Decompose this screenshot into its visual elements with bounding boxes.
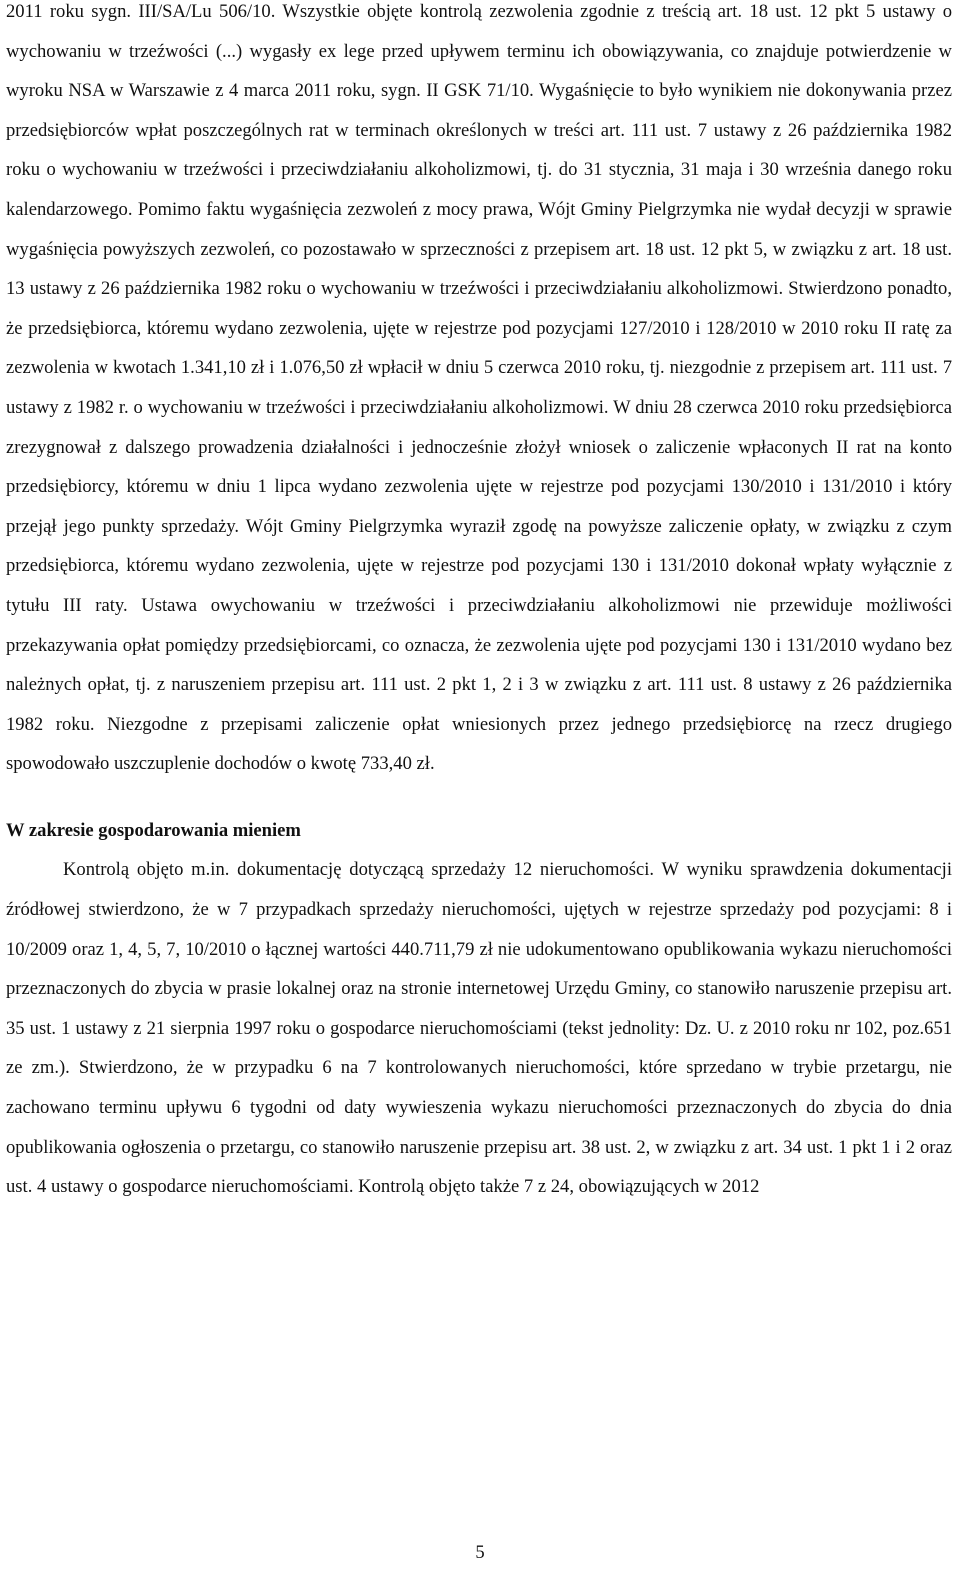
body-paragraph-permits: 2011 roku sygn. III/SA/Lu 506/10. Wszystkie objęte kontrolą zezwolenia zgodnie z treścią art. 18 ust. 12 pkt 5 ustawy o wychowaniu w trzeźwości (...) wygasły ex lege przed upływem terminu ich obowiązywania, co znajduje potwierdzenie w wyroku NSA w Warszawie z 4 marca 2011 roku, sygn. II GSK 71/10. Wygaśnięcie to było wynikiem nie dokonywania przez przedsiębiorców wpłat poszczególnych rat w terminach określonych w treści art. 111 ust. 7 ustawy z 26 października 1982 roku o wychowaniu w trzeźwości i przeciwdziałaniu alkoholizmowi, tj. do 31 stycznia, 31 maja i 30 września danego roku kalendarzowego. Pomimo faktu wygaśnięcia zezwoleń z mocy prawa, Wójt Gminy Pielgrzymka nie wydał decyzji w sprawie wygaśnięcia powyższych zezwoleń, co pozostawało w sprzeczności z przepisem art. 18 ust. 12 pkt 5, w związku z art. 18 ust. 13 ustawy z 26 października 1982 roku o wychowaniu w trzeźwości i przeciwdziałaniu alkoholizmowi. Stwierdzono ponadto, że przedsiębiorca, któremu wydano zezwolenia, ujęte w rejestrze pod pozycjami 127/2010 i 128/2010 w 2010 roku II ratę za zezwolenia w kwotach 1.341,10 zł i 1.076,50 zł wpłacił w dniu 5 czerwca 2010 roku, tj. niezgodnie z przepisem art. 111 ust. 7 ustawy z 1982 r. o wychowaniu w trzeźwości i przeciwdziałaniu alkoholizmowi. W dniu 28 czerwca 2010 roku przedsiębiorca zrezygnował z dalszego prowadzenia działalności i jednocześnie złożył wniosek o zaliczenie wpłaconych II rat na konto przedsiębiorcy, któremu w dniu 1 lipca wydano zezwolenia ujęte w rejestrze pod pozycjami 130/2010 i 131/2010 i który przejął jego punkty sprzedaży. Wójt Gminy Pielgrzymka wyraził zgodę na powyższe zaliczenie opłaty, w związku z czym przedsiębiorca, któremu wydano zezwolenia, ujęte w rejestrze pod pozycjami 130 i 131/2010 dokonał wpłaty wyłącznie z tytułu III raty. Ustawa owychowaniu w trzeźwości i przeciwdziałaniu alkoholizmowi nie przewiduje możliwości przekazywania opłat pomiędzy przedsiębiorcami, co oznacza, że zezwolenia ujęte pod pozycjami 130 i 131/2010 wydano bez należnych opłat, tj. z naruszeniem przepisu art. 111 ust. 2 pkt 1, 2 i 3 w związku z art. 111 ust. 8 ustawy z 26 października 1982 roku. Niezgodne z przepisami zaliczenie opłat wniesionych przez jednego przedsiębiorcę na rzecz drugiego spowodowało uszczuplenie dochodów o kwotę 733,40 zł. xyxy=(6,1,952,775)
page-number: 5 xyxy=(475,1542,485,1563)
section-heading: W zakresie gospodarowania mieniem xyxy=(6,819,301,841)
document-page xyxy=(6,0,952,1207)
body-paragraph-property: Kontrolą objęto m.in. dokumentację dotyczącą sprzedaży 12 nieruchomości. W wyniku sprawdzenia dokumentacji źródłowej stwierdzono, że w 7 przypadkach sprzedaży nieruchomości, ujętych w rejestrze sprzedaży pod pozycjami: 8 i 10/2009 oraz 1, 4, 5, 7, 10/2010 o łącznej wartości 440.711,79 zł nie udokumentowano opublikowania wykazu nieruchomości przeznaczonych do zbycia w prasie lokalnej oraz na stronie internetowej Urzędu Gminy, co stanowiło naruszenie przepisu art. 35 ust. 1 ustawy z 21 sierpnia 1997 roku o gospodarce nieruchomościami (tekst jednolity: Dz. U. z 2010 roku nr 102, poz.651 ze zm.). Stwierdzono, że w przypadku 6 na 7 kontrolowanych nieruchomości, które sprzedano w trybie przetargu, nie zachowano terminu upływu 6 tygodni od daty wywieszenia wykazu nieruchomości przeznaczonych do zbycia do dnia opublikowania ogłoszenia o przetargu, co stanowiło naruszenie przepisu art. 38 ust. 2, w związku z art. 34 ust. 1 pkt 1 i 2 oraz ust. 4 ustawy o gospodarce nieruchomościami. Kontrolą objęto także 7 z 24, obowiązujących w 2012 xyxy=(6,859,952,1198)
